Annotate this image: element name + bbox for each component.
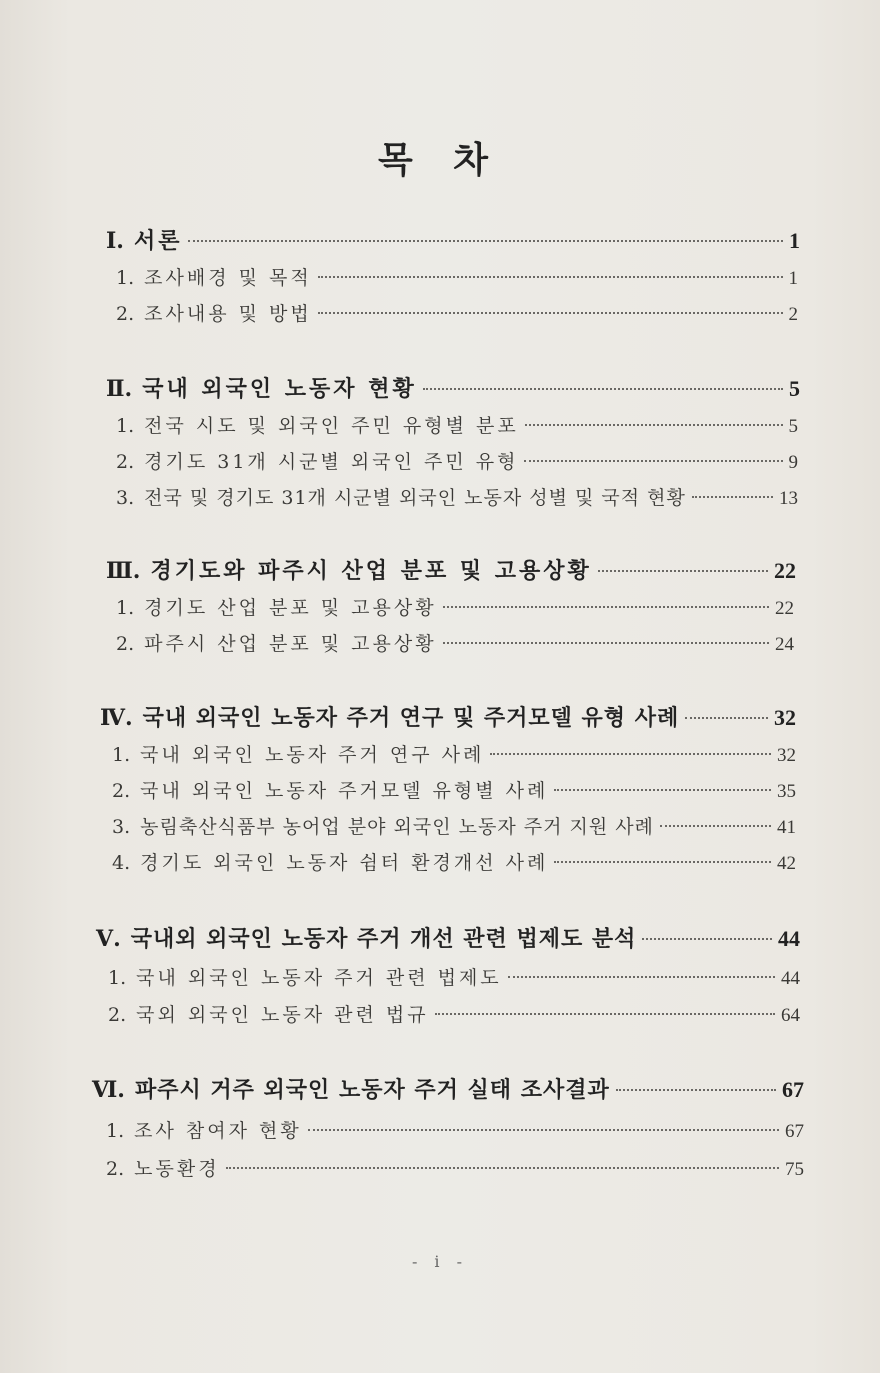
chapter-title: 경기도와 파주시 산업 분포 및 고용상황 <box>150 558 592 584</box>
page-number: 9 <box>788 452 798 473</box>
chapter-title: 국내외 외국인 노동자 주거 개선 관련 법제도 분석 <box>130 926 637 952</box>
page-number: 32 <box>777 745 796 766</box>
toc-item[interactable] <box>108 963 800 990</box>
toc-item[interactable] <box>116 447 798 474</box>
toc-item[interactable] <box>116 593 794 620</box>
chapter-number: Ⅵ. <box>92 1077 125 1103</box>
chapter-title: 국내 외국인 노동자 주거 연구 및 주거모델 유형 사례 <box>142 705 680 731</box>
page-footer: - i - <box>411 1252 469 1271</box>
page-number: 24 <box>775 634 794 655</box>
chapter-number: Ⅰ. <box>106 228 124 254</box>
dot-leader <box>685 717 768 719</box>
dot-leader <box>443 642 769 644</box>
chapter-number: Ⅲ. <box>106 558 141 584</box>
item-title: 조사내용 및 방법 <box>144 303 312 325</box>
page-number: 44 <box>781 968 800 989</box>
item-number: 2. <box>116 633 135 655</box>
toc-item[interactable] <box>116 299 798 326</box>
item-number: 1. <box>112 744 131 766</box>
item-number: 1. <box>106 1120 125 1142</box>
toc-item[interactable] <box>116 483 798 510</box>
item-number: 2. <box>106 1158 125 1180</box>
page-number: 1 <box>788 268 798 289</box>
dot-leader <box>318 312 783 314</box>
chapter-number: Ⅳ. <box>100 705 133 731</box>
item-title: 국내 외국인 노동자 주거 관련 법제도 <box>136 967 502 989</box>
item-number: 2. <box>108 1004 127 1026</box>
item-title: 경기도 31개 시군별 외국인 주민 유형 <box>144 451 519 473</box>
dot-leader <box>226 1167 779 1169</box>
chapter-1-row[interactable] <box>106 224 800 255</box>
page-number: 13 <box>779 488 798 509</box>
item-number: 2. <box>112 780 131 802</box>
dot-leader <box>318 276 783 278</box>
item-title: 조사 참여자 현황 <box>134 1120 302 1142</box>
dot-leader <box>598 570 768 572</box>
item-number: 2. <box>116 303 135 325</box>
dot-leader <box>660 825 771 827</box>
toc-item[interactable] <box>112 776 796 803</box>
chapter-number: Ⅴ. <box>96 926 121 952</box>
chapter-5-row[interactable] <box>96 922 800 953</box>
item-number: 1. <box>108 967 127 989</box>
toc-item[interactable] <box>116 411 798 438</box>
toc-item[interactable] <box>108 1000 800 1027</box>
page-number: 1 <box>789 228 800 253</box>
page-number: 67 <box>782 1077 804 1102</box>
toc-item[interactable] <box>112 812 796 839</box>
item-title: 파주시 산업 분포 및 고용상황 <box>144 633 437 655</box>
dot-leader <box>443 606 769 608</box>
page-number: 35 <box>777 781 796 802</box>
dot-leader <box>308 1129 779 1131</box>
chapter-2-row[interactable] <box>106 372 800 403</box>
dot-leader <box>435 1013 775 1015</box>
dot-leader <box>554 861 771 863</box>
item-number: 3. <box>112 816 131 838</box>
page-number: 67 <box>785 1121 804 1142</box>
page-number: 5 <box>789 376 800 401</box>
page-number: 22 <box>774 558 796 583</box>
dot-leader <box>642 938 772 940</box>
item-number: 1. <box>116 597 135 619</box>
dot-leader <box>692 496 773 498</box>
toc-item[interactable] <box>106 1154 804 1181</box>
item-title: 노동환경 <box>134 1158 220 1180</box>
page-number: 22 <box>775 598 794 619</box>
item-title: 국내 외국인 노동자 주거모델 유형별 사례 <box>140 780 549 802</box>
dot-leader <box>616 1089 776 1091</box>
item-title: 경기도 산업 분포 및 고용상황 <box>144 597 437 619</box>
item-number: 1. <box>116 415 135 437</box>
page-number: 41 <box>777 817 796 838</box>
page-number: 5 <box>788 416 798 437</box>
chapter-3-row[interactable] <box>106 554 796 585</box>
dot-leader <box>525 424 783 426</box>
item-title: 조사배경 및 목적 <box>144 267 312 289</box>
chapter-title: 국내 외국인 노동자 현황 <box>142 376 417 402</box>
dot-leader <box>490 753 771 755</box>
item-number: 2. <box>116 451 135 473</box>
chapter-number: Ⅱ. <box>106 376 133 402</box>
toc-item[interactable] <box>112 848 796 875</box>
dot-leader <box>524 460 782 462</box>
page-title: 목 차 <box>377 140 503 181</box>
chapter-title: 서론 <box>133 228 183 254</box>
item-title: 농림축산식품부 농어업 분야 외국인 노동자 주거 지원 사례 <box>140 816 654 838</box>
toc-item[interactable] <box>116 263 798 290</box>
item-number: 3. <box>116 487 135 509</box>
page-number: 32 <box>774 705 796 730</box>
page-number: 2 <box>788 304 798 325</box>
dot-leader <box>188 240 783 242</box>
dot-leader <box>554 789 771 791</box>
toc-item[interactable] <box>116 629 794 656</box>
item-title: 전국 시도 및 외국인 주민 유형별 분포 <box>144 415 519 437</box>
toc-item[interactable] <box>106 1116 804 1143</box>
page-number: 75 <box>785 1159 804 1180</box>
item-title: 전국 및 경기도 31개 시군별 외국인 노동자 성별 및 국적 현황 <box>144 487 686 509</box>
dot-leader <box>508 976 775 978</box>
toc-item[interactable] <box>112 740 796 767</box>
chapter-title: 파주시 거주 외국인 노동자 주거 실태 조사결과 <box>134 1077 610 1103</box>
page-number: 64 <box>781 1005 800 1026</box>
item-title: 국내 외국인 노동자 주거 연구 사례 <box>140 744 485 766</box>
item-number: 1. <box>116 267 135 289</box>
item-title: 국외 외국인 노동자 관련 법규 <box>136 1004 429 1026</box>
item-number: 4. <box>112 852 131 874</box>
chapter-4-row[interactable] <box>100 701 796 732</box>
item-title: 경기도 외국인 노동자 쉼터 환경개선 사례 <box>140 852 549 874</box>
chapter-6-row[interactable] <box>92 1073 804 1104</box>
dot-leader <box>423 388 783 390</box>
page-number: 44 <box>778 926 800 951</box>
page-number: 42 <box>777 853 796 874</box>
